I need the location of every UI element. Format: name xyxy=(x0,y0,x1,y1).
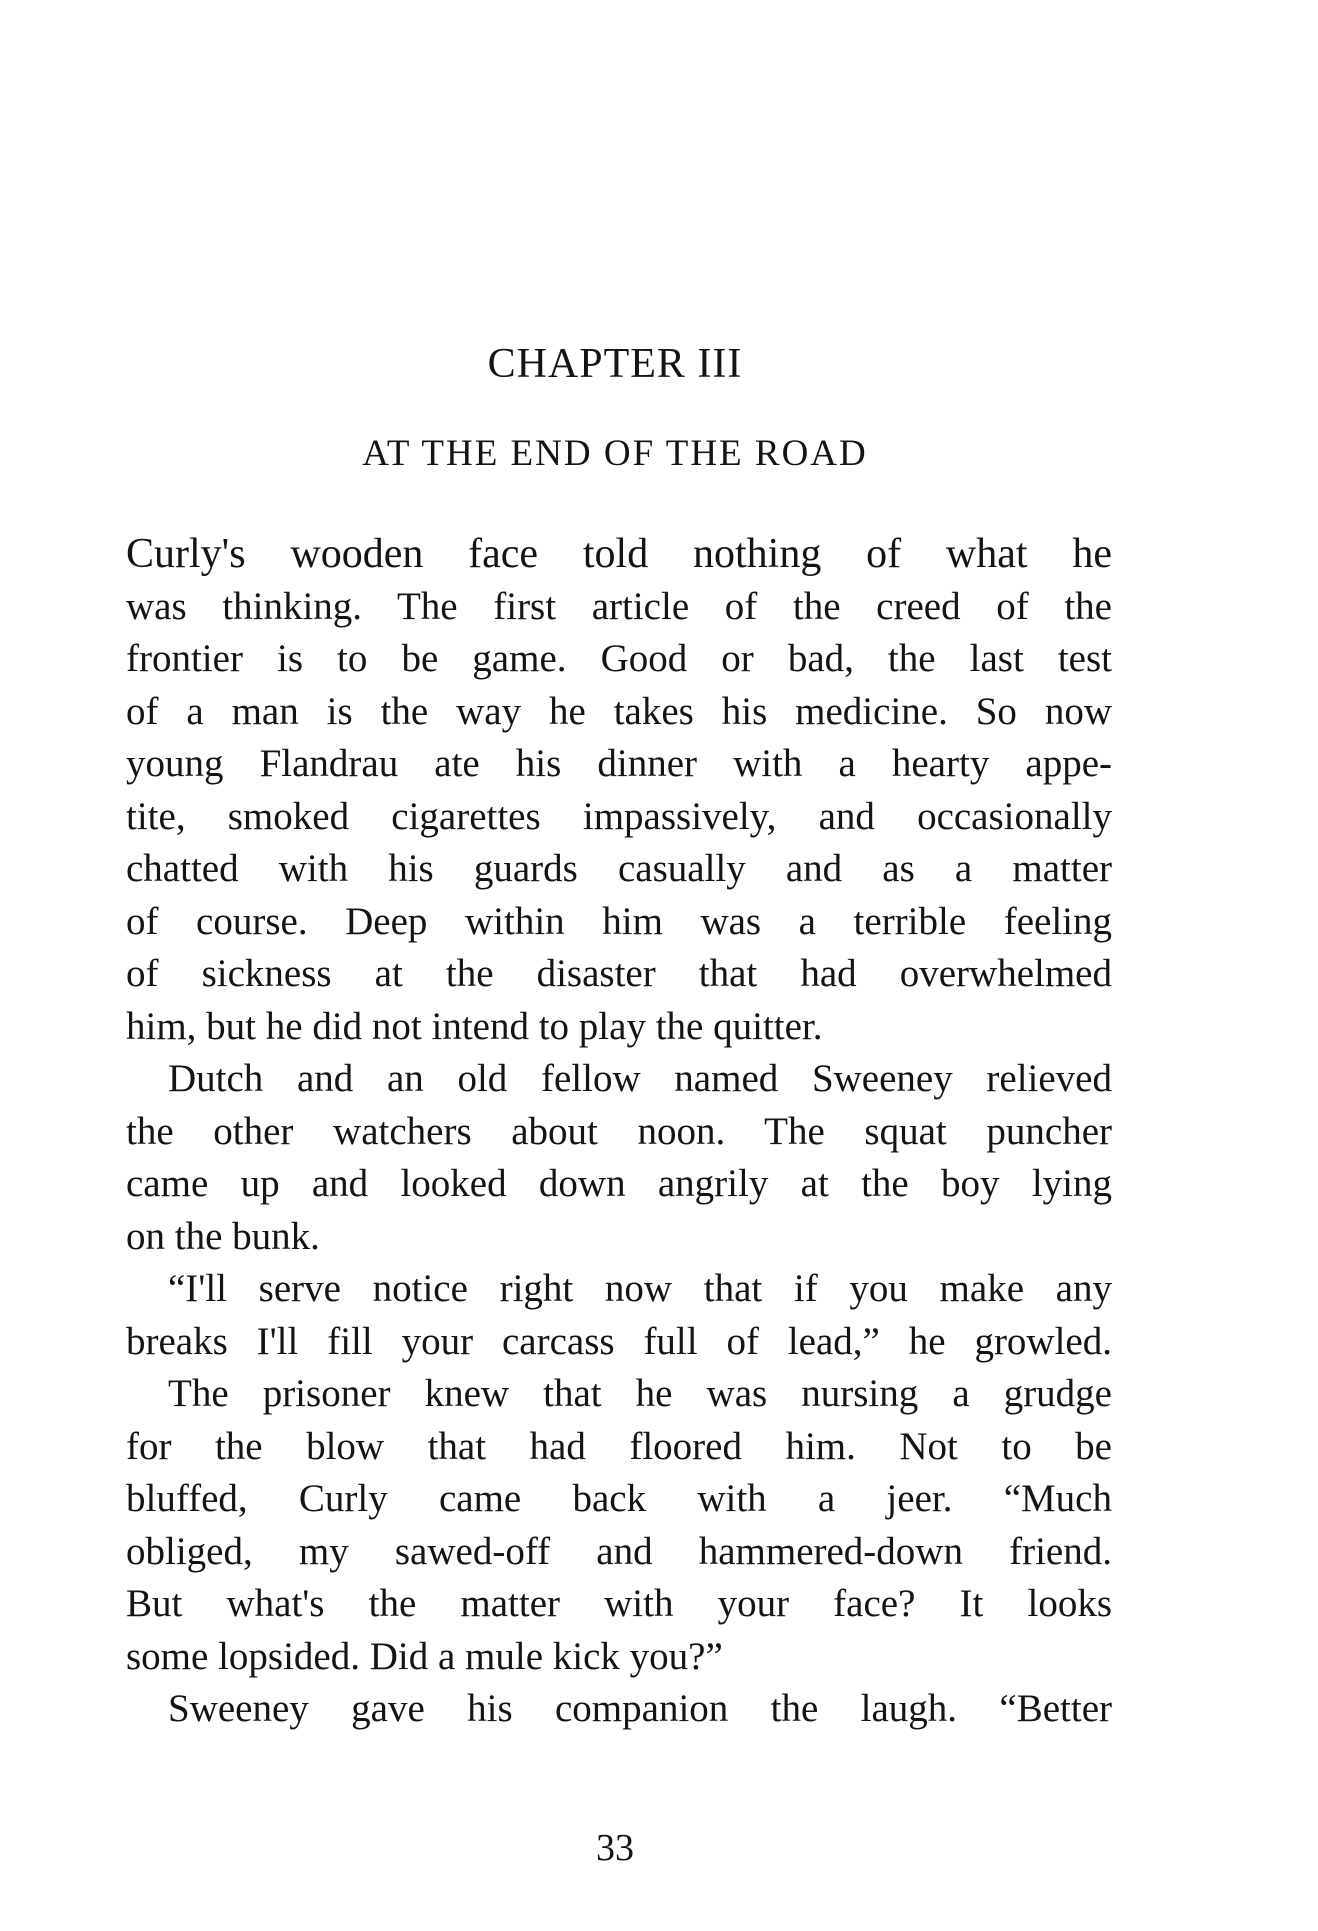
text-line: was thinking. The first article of the creed of the xyxy=(126,584,1112,628)
text-line: Dutch and an old fellow named Sweeney relieved xyxy=(168,1057,1112,1100)
text-line: came up and looked down angrily at the boy lying xyxy=(126,1162,1112,1205)
chapter-number: CHAPTER III xyxy=(487,341,743,387)
text-line: But what's the matter with your face? It looks xyxy=(126,1582,1112,1625)
text-line: of course. Deep within him was a terrible feeling xyxy=(126,899,1112,943)
text-line: frontier is to be game. Good or bad, the last test xyxy=(126,637,1112,680)
text-line: him, but he did not intend to play the quitter. xyxy=(126,1004,823,1048)
text-line: Sweeney gave his companion the laugh. “Better xyxy=(168,1687,1112,1730)
text-line: bluffed, Curly came back with a jeer. “Much xyxy=(126,1477,1112,1520)
page-number: 33 xyxy=(596,1827,634,1869)
text-line: Curly's wooden face told nothing of what he xyxy=(126,531,1112,577)
text-line: the other watchers about noon. The squat puncher xyxy=(126,1109,1112,1153)
text-line: for the blow that had floored him. Not to be xyxy=(126,1424,1112,1468)
text-line: “I'll serve notice right now that if you make any xyxy=(168,1267,1112,1310)
text-line: obliged, my sawed-off and hammered-down friend. xyxy=(126,1529,1112,1573)
text-line: The prisoner knew that he was nursing a grudge xyxy=(168,1372,1112,1415)
text-line: of sickness at the disaster that had overwhelmed xyxy=(126,952,1112,995)
text-line: of a man is the way he takes his medicine. So now xyxy=(126,689,1112,733)
text-line: some lopsided. Did a mule kick you?” xyxy=(126,1634,723,1678)
text-line: young Flandrau ate his dinner with a hearty appe- xyxy=(126,742,1112,785)
text-line: breaks I'll fill your carcass full of lead,” he growled. xyxy=(126,1319,1112,1363)
body-text xyxy=(126,528,1112,1736)
text-line: chatted with his guards casually and as a matter xyxy=(126,847,1112,890)
chapter-title: AT THE END OF THE ROAD xyxy=(362,433,868,474)
text-line: on the bunk. xyxy=(126,1214,320,1258)
text-line: tite, smoked cigarettes impassively, and occasionally xyxy=(126,794,1112,838)
